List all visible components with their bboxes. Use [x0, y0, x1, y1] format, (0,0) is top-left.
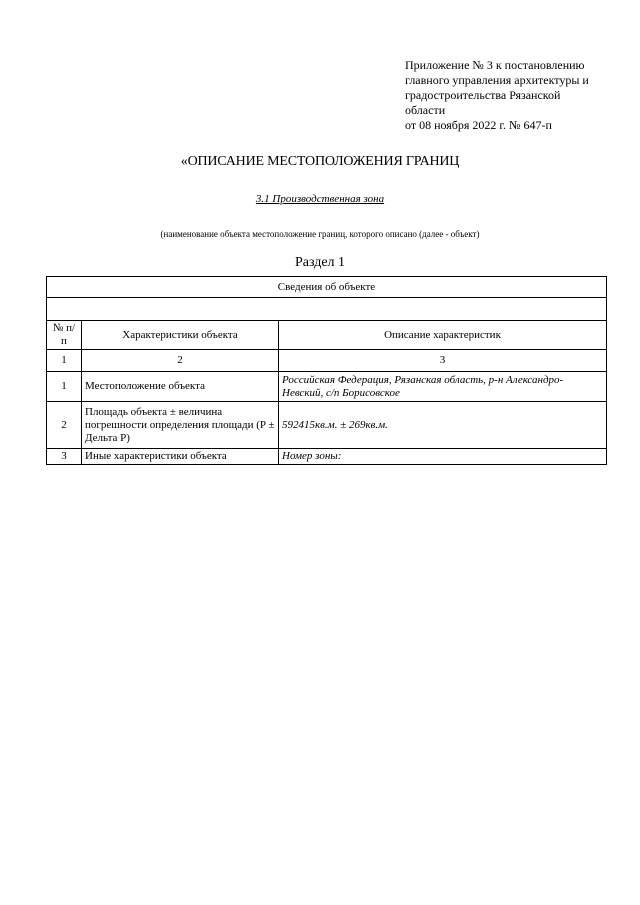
section-title: Раздел 1	[294, 255, 346, 270]
header-characteristics: Характеристики объекта	[82, 321, 279, 350]
table-row	[47, 402, 607, 449]
table-empty-cell	[47, 298, 607, 321]
object-name: 3.1 Производственная зона	[255, 193, 385, 205]
appendix-block	[405, 58, 620, 133]
row-number: 1	[47, 372, 82, 402]
column-number: 3	[279, 350, 607, 372]
table-row	[47, 372, 607, 402]
row-number: 3	[47, 449, 82, 465]
row-characteristic: Иные характеристики объекта	[82, 449, 279, 465]
row-description: Номер зоны:	[279, 449, 607, 465]
header-description: Описание характеристик	[279, 321, 607, 350]
appendix-line: главного управления архитектуры и	[405, 73, 589, 87]
header-number: № п/п	[47, 321, 82, 350]
appendix-line: от 08 ноября 2022 г. № 647-п	[405, 118, 552, 132]
appendix-line: Приложение № 3 к постановлению	[405, 58, 585, 72]
table-caption: Сведения об объекте	[47, 277, 607, 298]
table-spacer-row	[47, 298, 607, 321]
appendix-line: области	[405, 103, 446, 117]
row-characteristic: Площадь объекта ± величина погрешности определения площади (P ± Дельта P)	[82, 402, 279, 449]
object-name-note: (наименование объекта местоположение границ, которого описано (далее - объект)	[160, 229, 480, 239]
column-number-row	[47, 350, 607, 372]
document-title: «ОПИСАНИЕ МЕСТОПОЛОЖЕНИЯ ГРАНИЦ	[180, 154, 460, 169]
row-characteristic: Местоположение объекта	[82, 372, 279, 402]
row-description: 592415кв.м. ± 269кв.м.	[279, 402, 607, 449]
appendix-line: градостроительства Рязанской	[405, 88, 561, 102]
table-caption-row	[47, 277, 607, 298]
table-header-row	[47, 321, 607, 350]
row-description: Российская Федерация, Рязанская область, р-н Александро-Невский, с/п Борисовское	[279, 372, 607, 402]
table-row	[47, 449, 607, 465]
row-number: 2	[47, 402, 82, 449]
column-number: 1	[47, 350, 82, 372]
object-info-table	[46, 276, 607, 465]
column-number: 2	[82, 350, 279, 372]
